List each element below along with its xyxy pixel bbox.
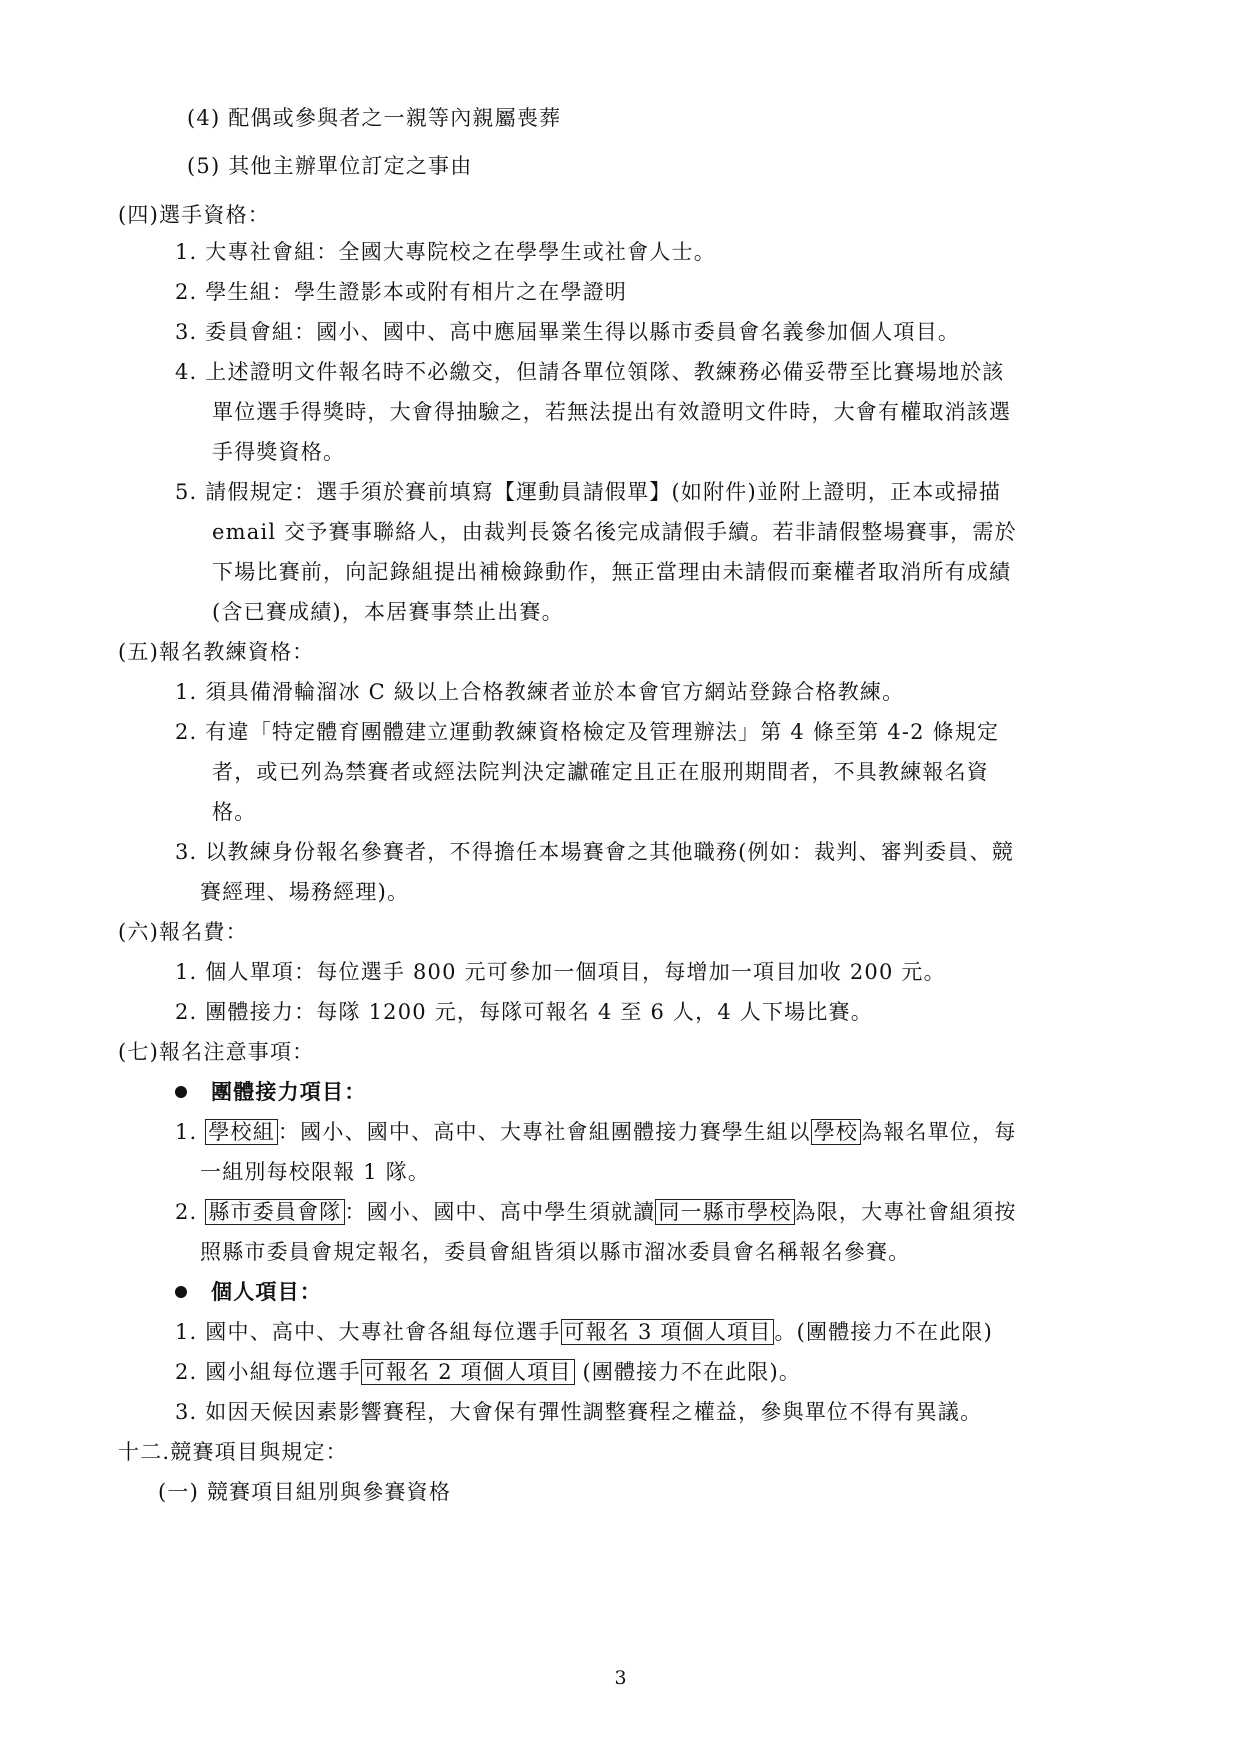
list-item-continuation: 手得獎資格。 (212, 440, 346, 464)
list-item (175, 1117, 1017, 1147)
boxed-term: 同一縣市學校 (655, 1199, 794, 1225)
boxed-term: 可報名 3 項個人項目 (561, 1319, 775, 1345)
list-item: 1. 個人單項：每位選手 800 元可參加一個項目，每增加一項目加收 200 元。 (175, 960, 946, 984)
rule-4-text: (4) 配偶或參與者之一親等內親屬喪葬 (187, 106, 562, 130)
boxed-term: 學校組 (205, 1119, 278, 1145)
list-item: 3. 以教練身份報名參賽者，不得擔任本場賽會之其他職務(例如：裁判、審判委員、競 (175, 840, 1014, 864)
list-item-continuation: 照縣市委員會規定報名，委員會組皆須以縣市溜冰委員會名稱報名參賽。 (200, 1240, 911, 1264)
subheading-relay-text: 團體接力項目： (211, 1079, 367, 1104)
page-number: 3 (614, 1667, 627, 1689)
item-number: 1. (175, 1120, 206, 1144)
subheading-individual (175, 1277, 322, 1307)
section-heading-12-1: (一) 競賽項目組別與參賽資格 (158, 1480, 452, 1504)
list-item: 2. 團體接力：每隊 1200 元，每隊可報名 4 至 6 人，4 人下場比賽。 (175, 1000, 873, 1024)
chapter-heading-12: 十二.競賽項目與規定： (118, 1440, 348, 1464)
section-heading-6: (六)報名費： (118, 920, 248, 944)
list-item-continuation: 賽經理、場務經理)。 (200, 880, 410, 904)
section-heading-4: (四)選手資格： (118, 203, 270, 227)
list-item-continuation: email 交予賽事聯絡人，由裁判長簽名後完成請假手續。若非請假整場賽事，需於 (212, 520, 1017, 544)
list-item-continuation: 者，或已列為禁賽者或經法院判決定讞確定且正在服刑期間者，不具教練報名資 (212, 760, 989, 784)
rule-5-text: (5) 其他主辦單位訂定之事由 (187, 154, 473, 178)
subheading-individual-text: 個人項目： (211, 1279, 322, 1304)
item-text: ：國小、國中、高中學生須就讀 (344, 1200, 656, 1224)
list-item-continuation: 下場比賽前，向記錄組提出補檢錄動作，無正當理由未請假而棄權者取消所有成績 (212, 560, 1012, 584)
item-text: (團體接力不在此限)。 (574, 1360, 802, 1384)
item-text: ：國小、國中、高中、大專社會組團體接力賽學生組以 (277, 1120, 811, 1144)
list-item-continuation: 單位選手得獎時，大會得抽驗之，若無法提出有效證明文件時，大會有權取消該選 (212, 400, 1012, 424)
boxed-term: 學校 (811, 1119, 861, 1145)
list-item: 1. 大專社會組：全國大專院校之在學學生或社會人士。 (175, 240, 716, 264)
boxed-term: 可報名 2 項個人項目 (361, 1359, 575, 1385)
list-item (175, 1357, 801, 1387)
item-number: 2. (175, 1200, 206, 1224)
bullet-icon (175, 1286, 187, 1298)
section-heading-7: (七)報名注意事項： (118, 1040, 315, 1064)
list-item: 2. 有違「特定體育團體建立運動教練資格檢定及管理辦法」第 4 條至第 4-2 條規定 (175, 720, 1000, 744)
list-item: 2. 學生組：學生證影本或附有相片之在學證明 (175, 280, 628, 304)
list-item: 5. 請假規定：選手須於賽前填寫【運動員請假單】(如附件)並附上證明，正本或掃描 (175, 480, 1002, 504)
list-item-continuation: (含已賽成績)，本居賽事禁止出賽。 (212, 600, 564, 624)
list-item-continuation: 一組別每校限報 1 隊。 (200, 1160, 431, 1184)
bullet-icon (175, 1086, 187, 1098)
item-text: 1. 國中、高中、大專社會各組每位選手 (175, 1320, 561, 1344)
list-item (175, 1317, 993, 1347)
item-text: 為報名單位，每 (861, 1120, 1017, 1144)
section-heading-5: (五)報名教練資格： (118, 640, 315, 664)
list-item: 3. 委員會組：國小、國中、高中應屆畢業生得以縣市委員會名義參加個人項目。 (175, 320, 961, 344)
item-text: 。(團體接力不在此限) (774, 1320, 994, 1344)
list-item-continuation: 格。 (212, 800, 257, 824)
list-item: 1. 須具備滑輪溜冰 C 級以上合格教練者並於本會官方網站登錄合格教練。 (175, 680, 905, 704)
boxed-term: 縣市委員會隊 (205, 1199, 344, 1225)
subheading-relay (175, 1077, 366, 1107)
item-text: 2. 國小組每位選手 (175, 1360, 361, 1384)
list-item: 4. 上述證明文件報名時不必繳交，但請各單位領隊、教練務必備妥帶至比賽場地於該 (175, 360, 1005, 384)
list-item: 3. 如因天候因素影響賽程，大會保有彈性調整賽程之權益，參與單位不得有異議。 (175, 1400, 983, 1424)
item-text: 為限，大專社會組須按 (794, 1200, 1017, 1224)
list-item (175, 1197, 1017, 1227)
